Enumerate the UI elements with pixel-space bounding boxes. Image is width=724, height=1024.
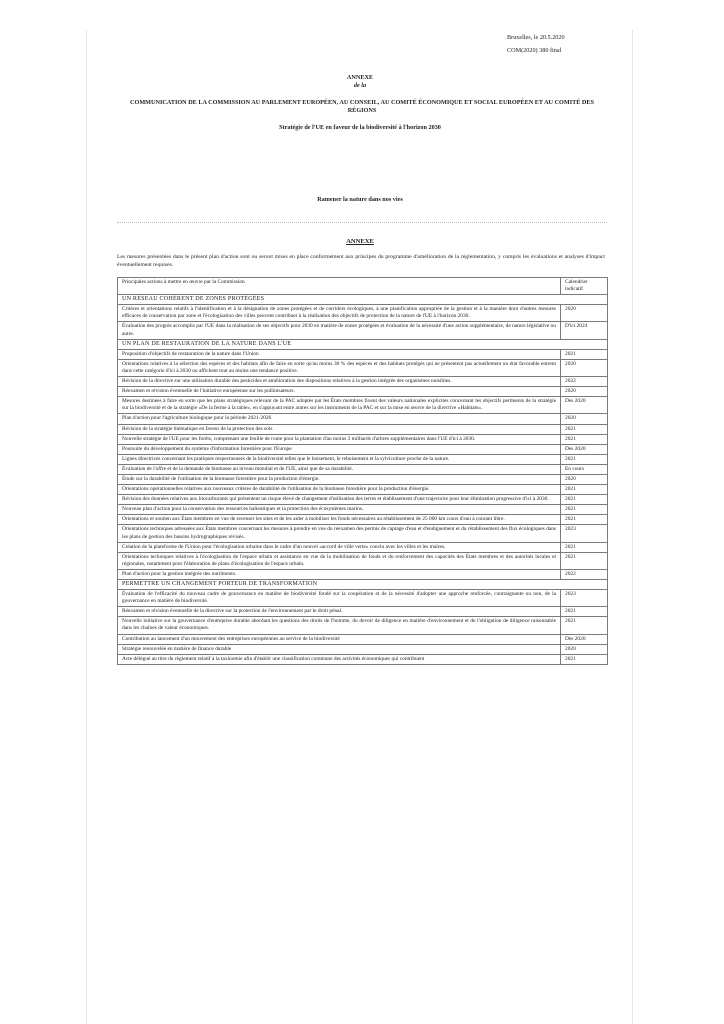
action-cell: Lignes directrices concernant les pratiques respectueuses de la biodiversité telles que le boisement, le reboisement et la sylviculture proche de la nature.	[118, 454, 561, 464]
date-cell: 2021	[561, 485, 608, 495]
date-cell: 2021	[561, 434, 608, 444]
date-cell: 2021	[561, 607, 608, 617]
table-row	[118, 634, 608, 644]
date-cell: En cours	[561, 464, 608, 474]
annexe-heading: ANNEXE	[346, 238, 374, 245]
action-cell: Orientations opérationnelles relatives aux nouveaux critères de durabilité de l'utilisation de la biomasse forestière pour la production d'énergie.	[118, 485, 561, 495]
table-row	[118, 617, 608, 634]
date-cell: Dès 2020	[561, 444, 608, 454]
table-row	[118, 607, 608, 617]
action-cell: Poursuite du développement du système d'information forestière pour l'Europe	[118, 444, 561, 454]
table-section-row	[118, 339, 608, 349]
table-row	[118, 505, 608, 515]
action-cell: Évaluation des progrès accomplis par l'UE dans la réalisation de ses objectifs pour 2030 en matière de zones protégées et évaluation de la nécessité d'une action supplémentaire, de nature législative ou autre.	[118, 322, 561, 339]
table-section-row	[118, 580, 608, 590]
actions-table	[117, 277, 608, 665]
table-row	[118, 387, 608, 397]
date-cell: 2021	[561, 505, 608, 515]
date-cell: 2021	[561, 654, 608, 664]
table-row	[118, 654, 608, 664]
subtitle: Ramener la nature dans nos vies	[317, 196, 403, 203]
table-row	[118, 485, 608, 495]
date-cell: 2020	[561, 644, 608, 654]
table-row	[118, 377, 608, 387]
date-cell: 2022	[561, 377, 608, 387]
table-row	[118, 474, 608, 484]
table-row	[118, 444, 608, 454]
table-header-row	[118, 278, 608, 295]
date-cell: 2020	[561, 474, 608, 484]
table-row	[118, 424, 608, 434]
action-cell: Orientations techniques relatives à l'écologisation de l'espace urbain et assistance en vue de la mobilisation de fonds et du renforcement des capacités des États membres et des autorités locales et régionales, notamment pour l'élaboration de plans d'écologisation de l'espace urbain.	[118, 552, 561, 569]
separator	[117, 222, 607, 223]
table-row	[118, 397, 608, 414]
date-cell: 2020	[561, 359, 608, 376]
section-heading: UN RÉSEAU COHÉRENT DE ZONES PROTÉGÉES	[118, 295, 608, 305]
date-cell: 2023	[561, 525, 608, 542]
table-row	[118, 305, 608, 322]
action-cell: Nouvelle stratégie de l'UE pour les forêts, comprenant une feuille de route pour la plantation d'au moins 3 milliards d'arbres supplémentaires dans l'UE d'ici à 2030.	[118, 434, 561, 444]
table-row	[118, 644, 608, 654]
action-cell: Révision de la stratégie thématique en faveur de la protection des sols	[118, 424, 561, 434]
action-cell: Orientations techniques adressées aux États membres concernant les mesures à prendre en vue du réexamen des permis de captage d'eau et d'endiguement et du rétablissement des flux écologiques dans les plans de gestion des bassins hydrographiques révisés.	[118, 525, 561, 542]
action-cell: Réexamen et révision éventuelle de l'initiative européenne sur les pollinisateurs.	[118, 387, 561, 397]
table-row	[118, 414, 608, 424]
annexe-of-the: de la	[353, 82, 367, 89]
action-cell: Plan d'action pour l'agriculture biologique pour la période 2021-2026	[118, 414, 561, 424]
page-edge-left	[86, 30, 87, 1024]
table-row	[118, 515, 608, 525]
table-row	[118, 464, 608, 474]
header-action: Principales actions à mettre en œuvre par la Commission	[118, 278, 561, 295]
header-date: Calendrier indicatif	[561, 278, 608, 295]
table-row	[118, 434, 608, 444]
section-heading: UN PLAN DE RESTAURATION DE LA NATURE DANS L'UE	[118, 339, 608, 349]
action-cell: Révision des données relatives aux biocarburants qui présentent un risque élevé de changement d'utilisation des terres et établissement d'une trajectoire pour leur élimination progressive d'ici à 2030.	[118, 495, 561, 505]
table-row	[118, 495, 608, 505]
action-cell: Plan d'action pour la gestion intégrée des nutriments.	[118, 569, 561, 579]
action-cell: Mesures destinées à faire en sorte que les plans stratégiques relevant de la PAC adoptés par les États membres fixent des valeurs nationales explicites concernant les objectifs pertinents de la stratégie sur la biodiversité et de la stratégie «De la ferme à la table», en s'appuyant entre autres sur les instruments de la PAC et sur la mise en œuvre de la directive «Habitats».	[118, 397, 561, 414]
date-cell: 2021	[561, 495, 608, 505]
action-cell: Stratégie renouvelée en matière de finance durable	[118, 644, 561, 654]
table-row	[118, 552, 608, 569]
table-row	[118, 569, 608, 579]
date-cell: 2021	[561, 515, 608, 525]
action-cell: Nouvelle initiative sur la gouvernance d'entreprise durable abordant les questions des droits de l'homme, du devoir de diligence en matière d'environnement et de l'obligation de diligence raisonnable dans les chaînes de valeur économiques.	[118, 617, 561, 634]
action-cell: Évaluation de l'offre et de la demande de biomasse au niveau mondial et de l'UE, ainsi que de sa durabilité.	[118, 464, 561, 474]
table-section-row	[118, 295, 608, 305]
date-cell: 2021	[561, 542, 608, 552]
date-cell: D'ici 2024	[561, 322, 608, 339]
action-cell: Révision de la directive sur une utilisation durable des pesticides et amélioration des dispositions relatives à la gestion intégrée des organismes nuisibles.	[118, 377, 561, 387]
action-cell: Contribution au lancement d'un mouvement des entreprises européennes au service de la biodiversité	[118, 634, 561, 644]
date-cell: 2021	[561, 349, 608, 359]
intro-paragraph: Les mesures présentées dans le présent plan d'action sont ou seront mises en place conformément aux principes du programme d'amélioration de la réglementation, y compris les évaluations et analyses d'impact éventuellement requises.	[117, 254, 605, 268]
action-cell: Orientations et soutien aux États membres en vue de recenser les sites et de les aider à mobiliser les fonds nécessaires au rétablissement de 25 000 km cours d'eau à courant libre.	[118, 515, 561, 525]
date-cell: 2020	[561, 387, 608, 397]
action-cell: Proposition d'objectifs de restauration de la nature dans l'Union	[118, 349, 561, 359]
date-cell: 2020	[561, 305, 608, 322]
document-date: Bruxelles, le 20.5.2020	[507, 34, 565, 41]
date-cell: 2023	[561, 590, 608, 607]
section-heading: PERMETTRE UN CHANGEMENT PORTEUR DE TRANSFORMATION	[118, 580, 608, 590]
strategy-title: Stratégie de l'UE en faveur de la biodiversité à l'horizon 2030	[279, 124, 441, 131]
page-edge-right	[632, 30, 633, 1024]
annexe-title: ANNEXE	[346, 74, 374, 81]
date-cell: 2022	[561, 569, 608, 579]
date-cell: 2021	[561, 617, 608, 634]
action-cell: Réexamen et révision éventuelle de la directive sur la protection de l'environnement par le droit pénal.	[118, 607, 561, 617]
date-cell: Dès 2020	[561, 634, 608, 644]
action-cell: Évaluation de l'efficacité du nouveau cadre de gouvernance en matière de biodiversité fondé sur la coopération et de la nécessité d'adopter une approche renforcée, contraignante ou non, de la gouvernance en matière de biodiversité.	[118, 590, 561, 607]
table-row	[118, 359, 608, 376]
table-row	[118, 349, 608, 359]
action-cell: Orientations relatives à la sélection des espèces et des habitats afin de faire en sorte qu'au moins 30 % des espèces et des habitats protégés qui ne présentent pas actuellement un état favorable entrent dans cette catégorie d'ici à 2030 ou affichent tout au moins une tendance positive.	[118, 359, 561, 376]
date-cell: 2021	[561, 454, 608, 464]
action-cell: Acte délégué au titre du règlement relatif à la taxinomie afin d'établir une classification commune des activités économiques qui contribuent	[118, 654, 561, 664]
table-row	[118, 454, 608, 464]
action-cell: Création de la plateforme de l'Union pour l'écologisation urbaine dans le cadre d'un nouvel «accord de ville verte» conclu avec les villes et les maires.	[118, 542, 561, 552]
table-row	[118, 590, 608, 607]
action-cell: Nouveau plan d'action pour la conservation des ressources halieutiques et la protection des écosystèmes marins.	[118, 505, 561, 515]
date-cell: 2021	[561, 552, 608, 569]
date-cell: Dès 2020	[561, 397, 608, 414]
communication-title: COMMUNICATION DE LA COMMISSION AU PARLEMENT EUROPÉEN, AU CONSEIL, AU COMITÉ ÉCONOMIQUE ET SOCIAL EUROPÉEN ET AU COMITÉ DES RÉGIONS	[130, 99, 594, 114]
action-cell: Critères et orientations relatifs à l'identification et à la désignation de zones protégées et de corridors écologiques, à une planification appropriée de la gestion et à la manière dont d'autres mesures efficaces de conservation par zone et l'écologisation des villes peuvent contribuer à la réalisation des objectifs de protection de la nature de l'UE à l'horizon 2030.	[118, 305, 561, 322]
table-row	[118, 525, 608, 542]
table-row	[118, 542, 608, 552]
action-cell: Étude sur la durabilité de l'utilisation de la biomasse forestière pour la production d'énergie.	[118, 474, 561, 484]
table-row	[118, 322, 608, 339]
document-reference: COM(2020) 380 final	[507, 47, 562, 54]
date-cell: 2020	[561, 414, 608, 424]
date-cell: 2021	[561, 424, 608, 434]
